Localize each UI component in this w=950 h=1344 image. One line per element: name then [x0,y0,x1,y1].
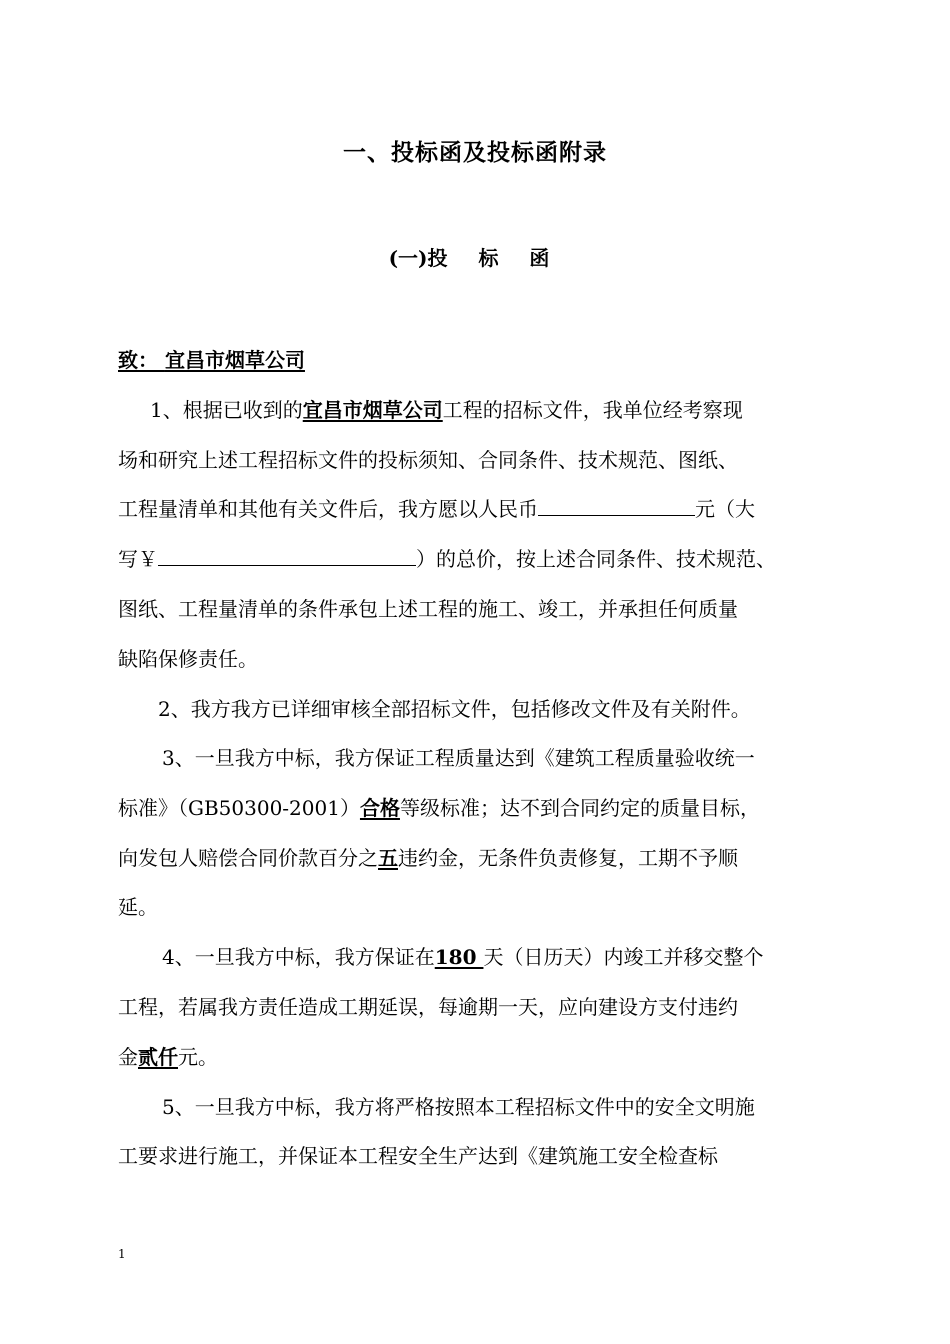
p1-line-6: 缺陷保修责任。 [118,647,258,671]
page-number: 1 [118,1247,126,1261]
construction-days: 180 [434,945,484,969]
price-blank-field[interactable] [538,497,695,516]
quality-grade: 合格 [359,796,400,820]
p1-l4-post: ）的总价，按上述合同条件、技术规范、 [416,547,776,571]
p4-l1-post: 天（日历天）内竣工并移交整个 [483,945,764,969]
p3-l3-pre: 向发包人赔偿合同价款百分之 [118,846,378,870]
p3-line-1: 3、一旦我方中标，我方保证工程质量达到《建筑工程质量验收统一 [162,746,755,770]
p1-line-4 [118,542,776,576]
p1-l3-pre: 工程量清单和其他有关文件后，我方愿以人民币 [118,497,538,521]
p4-l1-pre: 4、一旦我方中标，我方保证在 [162,945,435,969]
subtitle-main: 投 标 函 [427,246,562,270]
p1-line-1 [150,393,743,427]
p4-l3-post: 元。 [178,1045,218,1069]
p2-line-1: 2、我方我方已详细审核全部招标文件，包括修改文件及有关附件。 [158,697,751,721]
penalty-percent: 五 [378,846,398,870]
addressee-pad [158,348,165,372]
p5-line-2: 工要求进行施工，并保证本工程安全生产达到《建筑施工安全检查标 [118,1144,718,1168]
document-title: 一、投标函及投标函附录 [343,139,607,166]
p1-line-3 [118,492,755,526]
addressee-label: 致： [118,348,158,372]
p1-l1-post: 工程的招标文件，我单位经考察现 [442,398,743,422]
price-in-words-blank-field[interactable] [158,547,416,566]
p3-l2-post: 等级标准；达不到合同约定的质量目标， [399,796,760,820]
p1-line-5: 图纸、工程量清单的条件承包上述工程的施工、竣工，并承担任何质量 [118,597,738,621]
p4-line-1 [162,940,763,974]
p1-line-2: 场和研究上述工程招标文件的投标须知、合同条件、技术规范、图纸、 [118,448,738,472]
p3-line-3 [118,841,738,875]
p1-l1-pre: 1、根据已收到的 [150,398,303,422]
p3-line-4: 延。 [118,895,158,919]
p3-l2-pre: 标准》（GB50300-2001） [118,796,360,820]
p1-company-name: 宜昌市烟草公司 [302,398,443,422]
p5-line-1: 5、一旦我方中标，我方将严格按照本工程招标文件中的安全文明施 [162,1095,755,1119]
delay-penalty-amount: 贰仟 [138,1045,178,1069]
section-subtitle [0,243,950,273]
p3-line-2 [118,791,760,825]
addressee-line [118,343,305,377]
subtitle-prefix: (一) [388,246,428,270]
p1-l4-pre: 写￥ [118,547,158,571]
p3-l3-post: 违约金，无条件负责修复，工期不予顺 [398,846,738,870]
addressee-name: 宜昌市烟草公司 [164,348,305,372]
p4-l3-pre: 金 [118,1045,138,1069]
p4-line-3 [118,1040,218,1074]
p4-line-2: 工程，若属我方责任造成工期延误，每逾期一天，应向建设方支付违约 [118,995,738,1019]
p1-l3-post: 元（大 [695,497,755,521]
